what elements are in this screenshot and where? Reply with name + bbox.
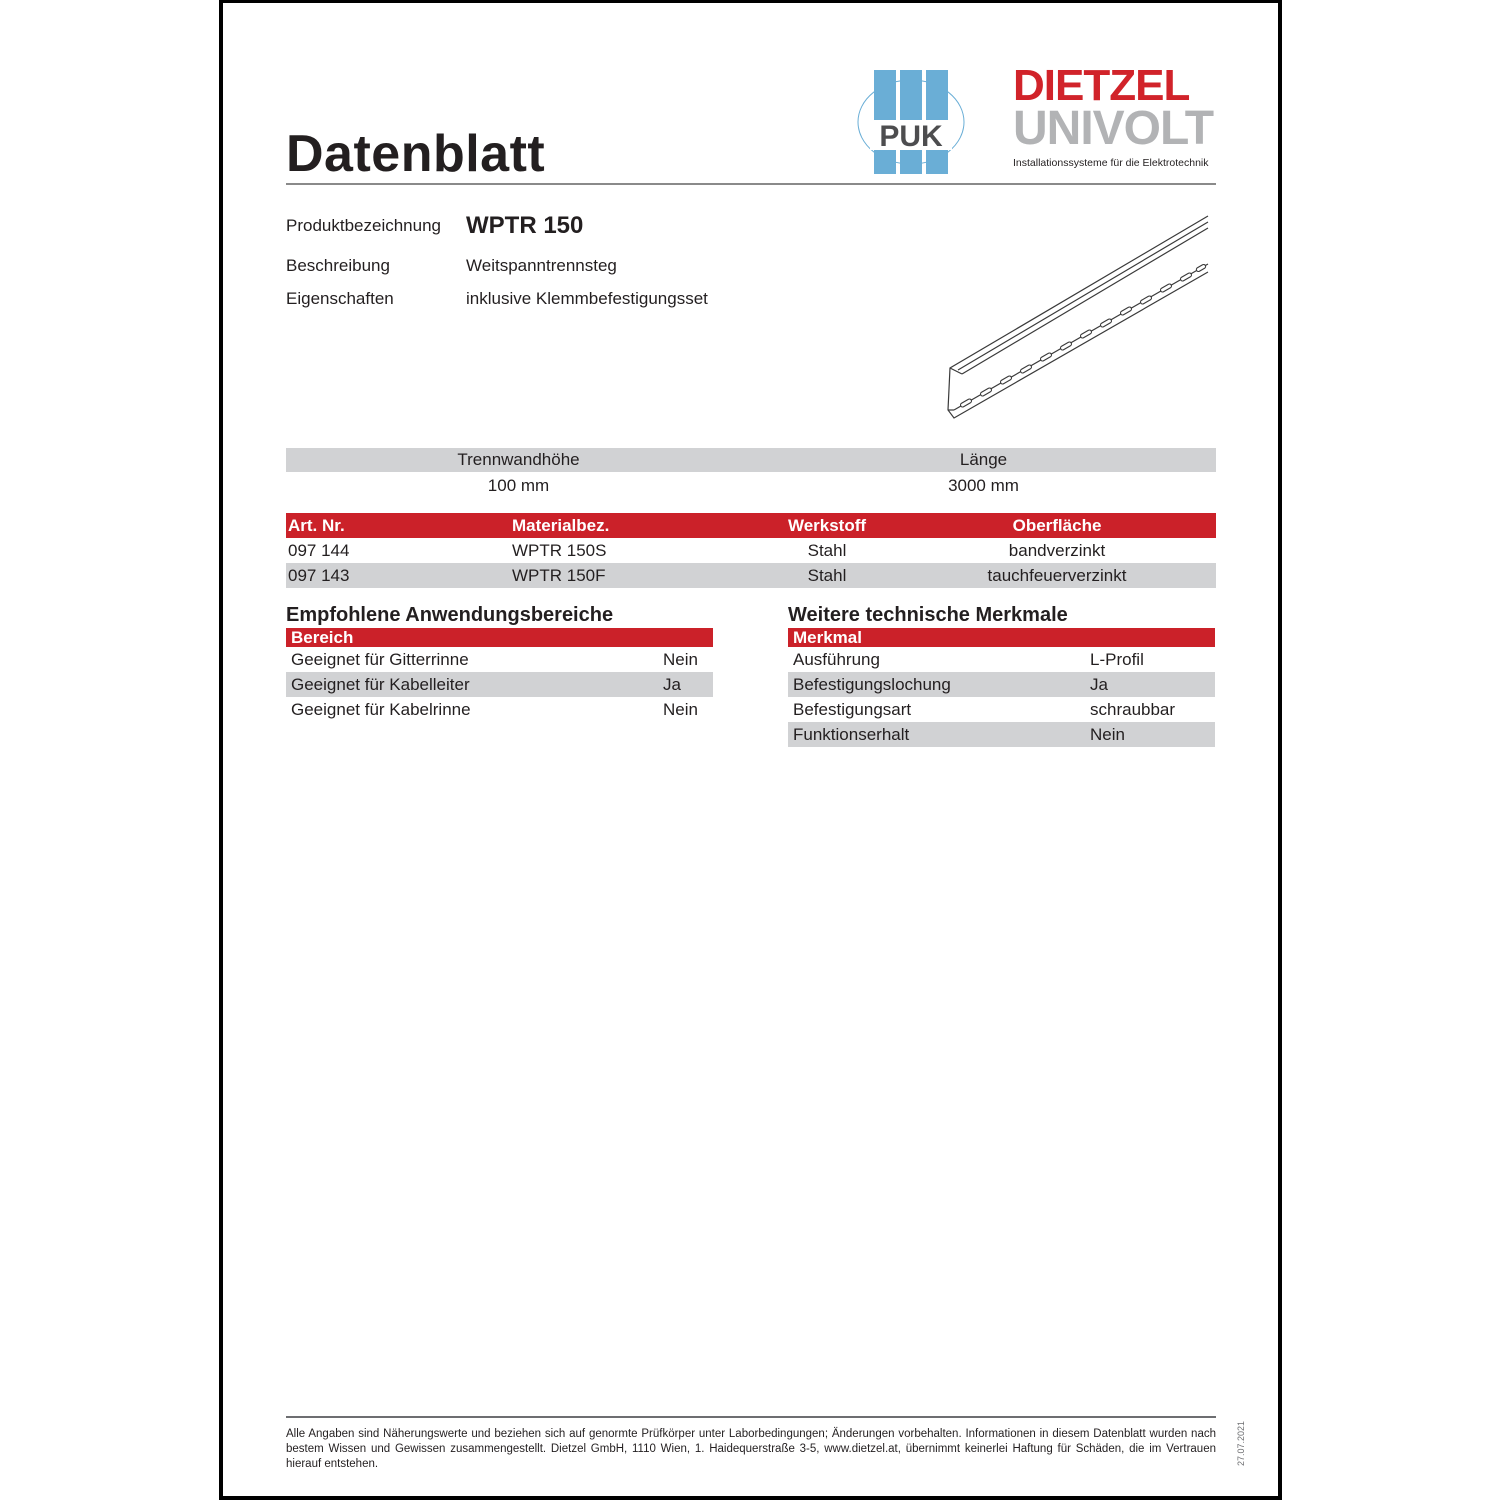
article-table-header xyxy=(286,513,1216,538)
materialbez-cell: WPTR 150S xyxy=(512,540,607,560)
application-value: Nein xyxy=(663,699,698,719)
col-materialbez: Materialbez. xyxy=(512,515,610,535)
col-art-nr: Art. Nr. xyxy=(288,515,345,535)
col-oberflaeche: Oberfläche xyxy=(1012,515,1102,535)
dimensions-values xyxy=(286,474,1216,498)
list-item xyxy=(286,647,713,672)
dimensions-header xyxy=(286,448,1216,472)
feature-value: Ja xyxy=(1090,674,1108,694)
applications-header: Bereich xyxy=(286,628,713,647)
properties-label: Eigenschaften xyxy=(286,289,394,308)
list-item xyxy=(788,647,1215,672)
table-row xyxy=(286,538,1216,563)
description-label: Beschreibung xyxy=(286,256,390,275)
art-nr-cell: 097 144 xyxy=(288,540,350,560)
l-profile-divider-icon xyxy=(940,210,1215,425)
application-value: Nein xyxy=(663,649,698,669)
svg-text:PUK: PUK xyxy=(879,120,943,153)
dimension-value-length: 3000 mm xyxy=(948,476,1019,495)
footer-disclaimer: Alle Angaben sind Näherungswerte und beziehen sich auf genormte Prüfkörper unter Laborbedingungen; Änderungen vorbehalten. Informationen in diesem Datenblatt wurden nach bestem Wissen und Gewissen zusammengestellt. Dietzel GmbH, 1110 Wien, 1. Haidequerstraße 3-5, www.dietzel.at, übernimmt keinerlei Haftung für Schäden, die im Vertrauen hierauf entstehen. xyxy=(286,1428,1216,1470)
applications-title: Empfohlene Anwendungsbereiche xyxy=(286,604,614,626)
feature-value: schraubbar xyxy=(1090,699,1176,719)
footer-date: 27.07.2021 xyxy=(1236,1420,1246,1466)
application-value: Ja xyxy=(663,674,681,694)
dimension-value-height: 100 mm xyxy=(487,476,550,495)
materialbez-cell: WPTR 150F xyxy=(512,565,606,585)
table-row xyxy=(286,563,1216,588)
list-item xyxy=(788,722,1215,747)
product-name-label: Produktbezeichnung xyxy=(286,216,442,235)
feature-value: L-Profil xyxy=(1090,649,1144,669)
page-title: Datenblatt xyxy=(286,125,546,183)
dimension-header-length: Länge xyxy=(959,450,1008,469)
article-table xyxy=(286,513,1216,588)
art-nr-cell: 097 143 xyxy=(288,565,350,585)
dietzel-wordmark: DIETZEL xyxy=(1013,61,1190,110)
product-name-value: WPTR 150 xyxy=(466,212,584,239)
list-item xyxy=(286,672,713,697)
applications-section xyxy=(286,603,713,722)
footer-divider xyxy=(286,1416,1216,1418)
title-divider xyxy=(286,183,1216,185)
feature-label: Funktionserhalt xyxy=(793,724,910,744)
features-header: Merkmal xyxy=(788,628,1215,647)
werkstoff-cell: Stahl xyxy=(807,565,847,585)
description-value: Weitspanntrennsteg xyxy=(466,256,617,275)
list-item xyxy=(286,697,713,722)
feature-label: Ausführung xyxy=(793,649,880,669)
oberflaeche-cell: bandverzinkt xyxy=(1008,540,1106,560)
product-image xyxy=(940,210,1215,425)
puk-logo xyxy=(856,68,966,176)
puk-logo-icon xyxy=(856,68,966,176)
feature-value: Nein xyxy=(1090,724,1125,744)
application-label: Geeignet für Kabelleiter xyxy=(291,674,470,694)
features-title: Weitere technische Merkmale xyxy=(788,604,1068,626)
feature-label: Befestigungslochung xyxy=(793,674,951,694)
logo-tagline: Installationssysteme für die Elektrotechnik xyxy=(1013,157,1209,169)
list-item xyxy=(788,672,1215,697)
application-label: Geeignet für Kabelrinne xyxy=(291,699,471,719)
univolt-wordmark: UNIVOLT xyxy=(1013,102,1214,155)
list-item xyxy=(788,697,1215,722)
dietzel-univolt-logo xyxy=(1013,61,1218,169)
feature-label: Befestigungsart xyxy=(793,699,912,719)
werkstoff-cell: Stahl xyxy=(807,540,847,560)
col-werkstoff: Werkstoff xyxy=(787,515,867,535)
application-label: Geeignet für Gitterrinne xyxy=(291,649,469,669)
dimension-header-height: Trennwandhöhe xyxy=(457,450,580,469)
oberflaeche-cell: tauchfeuerverzinkt xyxy=(987,565,1127,585)
features-section xyxy=(788,603,1215,747)
properties-value: inklusive Klemmbefestigungsset xyxy=(466,289,708,308)
